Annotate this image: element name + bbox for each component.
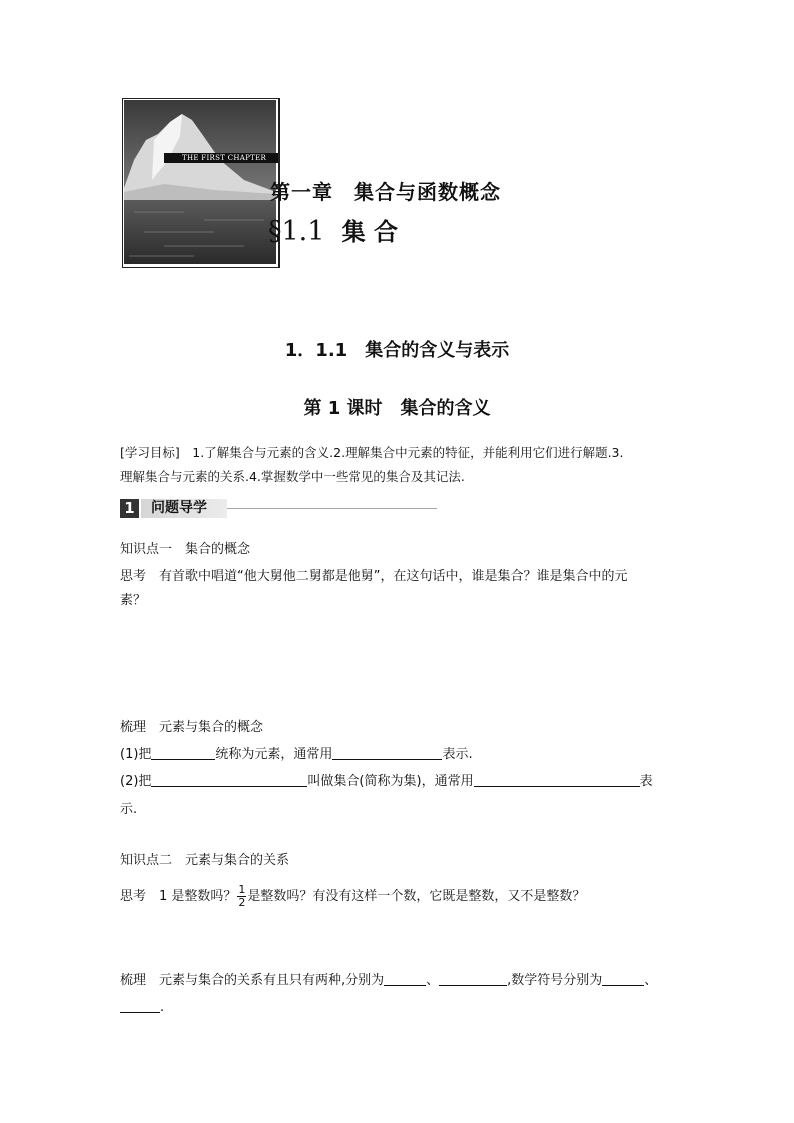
iceberg-image [124,100,276,264]
blank-field[interactable] [332,745,442,760]
item1-text-c: 表示. [442,747,473,762]
kp2-heading: 知识点二 元素与集合的关系 [120,853,290,868]
section-title [268,212,398,247]
blank-field[interactable] [439,971,507,986]
section-name: 集 合 [341,218,398,246]
kp2-review-text-a: 梳理 元素与集合的关系有且只有两种,分别为 [120,973,385,988]
kp1-think [120,565,627,613]
chapter-badge-text: THE FIRST CHAPTER [182,154,267,162]
kp1-review-heading: 梳理 元素与集合的概念 [120,720,264,735]
item2-text-a: (2)把 [120,774,152,789]
separator: 、 [426,973,440,988]
kp2-review-cont [120,996,164,1020]
period: . [160,1000,165,1015]
item2-text-c: 表 [639,774,653,789]
learning-goals [120,441,623,489]
blank-field[interactable] [151,745,215,760]
item1-text-a: (1)把 [120,747,152,762]
blank-field[interactable] [474,772,640,787]
lesson-title: 1．1.1 集合的含义与表示 [284,340,510,361]
goals-line-1: [学习目标] 1.了解集合与元素的含义.2.理解集合中元素的特征，并能利用它们进行解题.3. [120,445,624,460]
section-badge-rule [227,508,437,509]
item2-text-b: 叫做集合(简称为集)，通常用 [307,774,474,789]
section-prefix: §1.1 [268,216,325,247]
goals-line-2: 理解集合与元素的关系.4.掌握数学中一些常见的集合及其记法. [120,469,465,484]
lesson-subtitle: 第 1 课时 集合的含义 [303,398,491,419]
kp2-review [120,969,657,993]
kp2-think-text-a: 思考 1 是整数吗？ [120,889,237,904]
kp1-think-line-2: 素？ [120,593,147,608]
chapter-badge [164,153,278,163]
kp2-think-text-b: 是整数吗？有没有这样一个数，它既是整数，又不是整数？ [247,889,586,904]
blank-field[interactable] [151,772,307,787]
item1-text-b: 统称为元素，通常用 [215,747,333,762]
chapter-title: 第一章 集合与函数概念 [270,180,501,204]
fraction-denominator: 2 [238,896,246,909]
kp1-heading: 知识点一 集合的概念 [120,542,251,557]
section-badge-number: 1 [120,499,139,518]
kp1-item-2 [120,770,653,794]
separator: 、 [644,973,658,988]
kp2-review-text-b: ,数学符号分别为 [507,973,603,988]
kp1-item-2-cont: 示. [120,802,138,817]
fraction [237,884,246,909]
fraction-numerator: 1 [238,883,246,896]
section-badge-label: 问题导学 [141,499,227,518]
blank-field[interactable] [602,971,644,986]
kp1-think-line-1: 思考 有首歌中唱道“他大舅他二舅都是他舅”，在这句话中，谁是集合？谁是集合中的元 [120,569,628,584]
kp1-item-1 [120,743,473,767]
blank-field[interactable] [384,971,426,986]
blank-field[interactable] [120,998,160,1013]
kp2-think [120,884,585,909]
